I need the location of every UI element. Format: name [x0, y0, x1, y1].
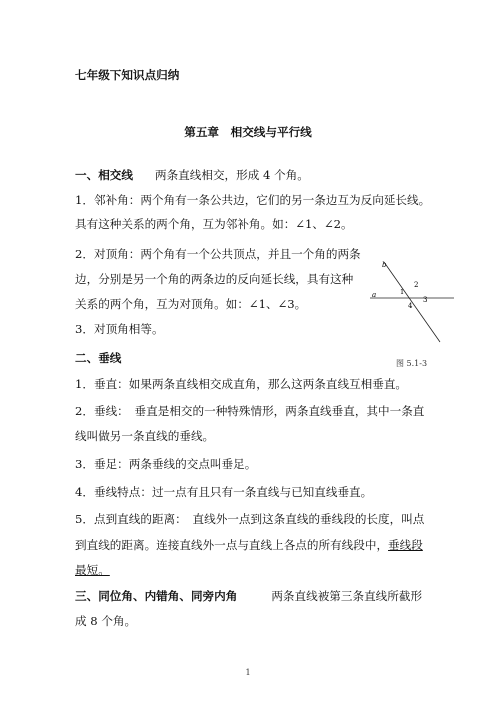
section-3-lead-line-2: 成 8 个角。: [75, 614, 137, 628]
s2-item-2-line-1: 2．垂线： 垂直是相交的一种特殊情形，两条直线垂直，其中一条直: [75, 404, 425, 418]
angle-3: 3: [423, 296, 428, 304]
section-3-lead: 两条直线被第三条直线所截形: [271, 589, 423, 603]
s2-item-5-line-1: 5．点到直线的距离： 直线外一点到这条直线的垂线段的长度，叫点: [75, 512, 425, 526]
page-number: 1: [245, 668, 251, 677]
angle-1: 1: [400, 288, 405, 296]
s1-item-1-line-1: 1．邻补角：两个角有一条公共边，它们的另一条边互为反向延长线。: [75, 193, 431, 207]
section-1-heading: 一、相交线: [75, 168, 133, 182]
section-1-lead: 两条直线相交，形成 4 个角。: [154, 168, 309, 182]
s1-item-2-line-3: 关系的两个角，互为对顶角。如：∠1、∠3。: [75, 297, 307, 311]
s2-item-5-line-2: [75, 538, 423, 552]
s1-item-1-line-2: 具有这种关系的两个角，互为邻补角。如：∠1、∠2。: [75, 217, 353, 231]
section-3-heading: 三、同位角、内错角、同旁内角: [75, 589, 238, 603]
s2-item-5-underlined-2: 最短。: [75, 563, 110, 577]
s1-item-2-line-1: 2．对顶角：两个角有一个公共顶点，并且一个角的两条: [75, 247, 361, 261]
intersecting-lines-figure: [368, 258, 456, 350]
angle-4: 4: [408, 302, 413, 310]
figure-caption: 图 5.1-3: [396, 359, 428, 368]
s1-item-2-line-2: 边，分别是另一个角的两条边的反向延长线，具有这种: [75, 272, 354, 286]
document-title: 七年级下知识点归纳: [75, 68, 180, 82]
s1-item-3: 3．对顶角相等。: [75, 322, 164, 336]
section-3-heading-line: [75, 589, 422, 603]
label-b: b: [382, 261, 387, 269]
s2-item-5-line-2-text: 到直线的距离。连接直线外一点与直线上各点的所有线段中，: [75, 538, 389, 552]
s2-item-5-underlined-1: 垂线段: [388, 538, 423, 552]
s2-item-5-line-3: [75, 563, 110, 577]
s2-item-2-line-2: 线叫做另一条直线的垂线。: [75, 429, 215, 443]
s2-item-3: 3．垂足：两条垂线的交点叫垂足。: [75, 457, 257, 471]
s2-item-1: 1．垂直：如果两条直线相交成直角，那么这两条直线互相垂直。: [75, 377, 408, 391]
section-1-heading-line: [75, 168, 309, 182]
section-2-heading: 二、垂线: [75, 351, 122, 365]
s2-item-4: 4．垂线特点：过一点有且只有一条直线与已知直线垂直。: [75, 485, 373, 499]
chapter-title: 第五章 相交线与平行线: [184, 125, 312, 139]
angle-2: 2: [414, 281, 419, 289]
label-a: a: [372, 291, 377, 299]
